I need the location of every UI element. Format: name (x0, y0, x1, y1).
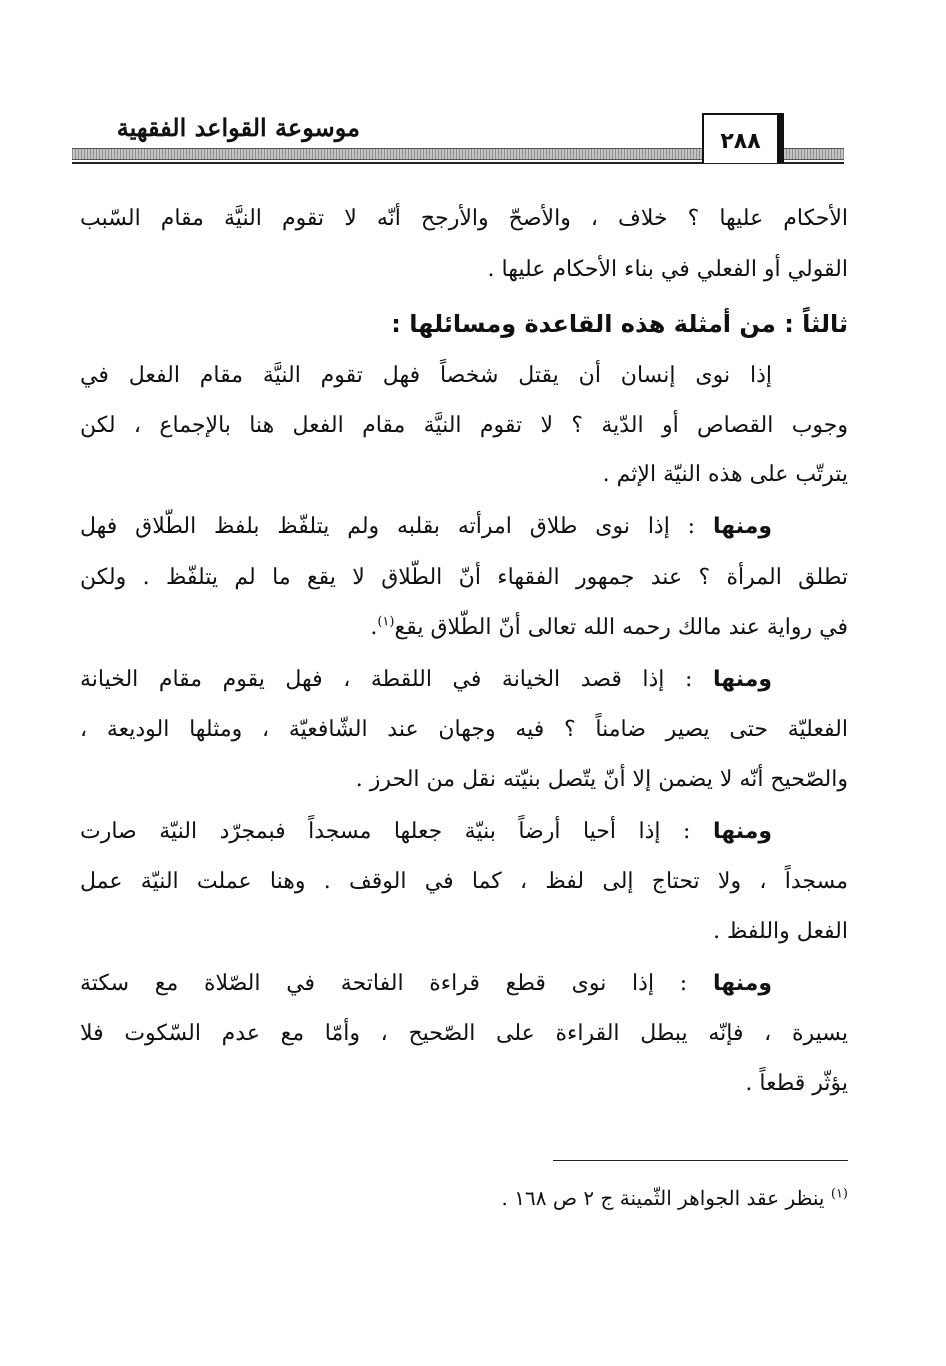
section-heading: ثالثاً : من أمثلة هذه القاعدة ومسائلها : (391, 310, 848, 338)
text-line: وجوب القصاص أو الدّية ؟ لا تقوم النيَّة مقام الفعل هنا بالإجماع ، لكن (80, 413, 848, 438)
text-line: مسجداً ، ولا تحتاج إلى لفظ ، كما في الوقف . وهنا عملت النيّة عمل (80, 869, 848, 894)
text-line: إذا نوى إنسان أن يقتل شخصاً فهل تقوم النيَّة مقام الفعل في (80, 363, 772, 388)
text-line: الأحكام عليها ؟ خلاف ، والأصحّ والأرجح أنّه لا تقوم النيَّة مقام السّبب (80, 206, 848, 231)
footnote-ref: (١) (377, 614, 395, 630)
page-number: ٢٨٨ (720, 129, 761, 154)
lead-word: ومنها (712, 819, 772, 844)
text-line: ومنها : إذا قصد الخيانة في اللقطة ، فهل يقوم مقام الخيانة (80, 667, 772, 692)
footnote-text: ينظر عقد الجواهر الثّمينة ج ٢ ص ١٦٨ . (501, 1186, 825, 1210)
text-line: ومنها : إذا أحيا أرضاً بنيّة جعلها مسجداً فبمجرّد النيّة صارت (80, 819, 772, 844)
text-line: تطلق المرأة ؟ عند جمهور الفقهاء أنّ الطّلاق لا يقع ما لم يتلفّظ . ولكن (80, 565, 848, 590)
text-line: والصّحيح أنّه لا يضمن إلا أنّ يتّصل بنيّته نقل من الحرز . (355, 767, 848, 792)
footnote (380, 1180, 848, 1216)
lead-word: ومنها (712, 514, 772, 539)
text-line: في رواية عند مالك رحمه الله تعالى أنّ الطّلاق يقع$^{(١)}$. (370, 614, 848, 640)
lead-word: ومنها (712, 667, 772, 692)
text-line: يترتّب على هذه النيّة الإثم . (602, 462, 848, 487)
text-line: الفعليّة حتى يصير ضامناً ؟ فيه وجهان عند الشّافعيّة ، ومثلها الوديعة ، (80, 717, 848, 742)
text-line: يسيرة ، فإنّه يبطل القراءة على الصّحيح ، وأمّا مع عدم السّكوت فلا (80, 1021, 848, 1046)
page-number-box (702, 113, 784, 163)
lead-word: ومنها (712, 971, 772, 996)
text-line: القولي أو الفعلي في بناء الأحكام عليها . (487, 257, 848, 282)
text-line: يؤثّر قطعاً . (745, 1071, 848, 1096)
text-line: ومنها : إذا نوى طلاق امرأته بقلبه ولم يتلفّظ بلفظ الطّلاق فهل (80, 514, 772, 539)
text-line: الفعل واللفظ . (713, 919, 848, 944)
text-line: ومنها : إذا نوى قطع قراءة الفاتحة في الصّلاة مع سكتة (80, 971, 772, 996)
book-title: موسوعة القواعد الفقهية (116, 113, 360, 142)
footnote-rule (553, 1160, 848, 1161)
footnote-marker: (١) (830, 1186, 848, 1202)
